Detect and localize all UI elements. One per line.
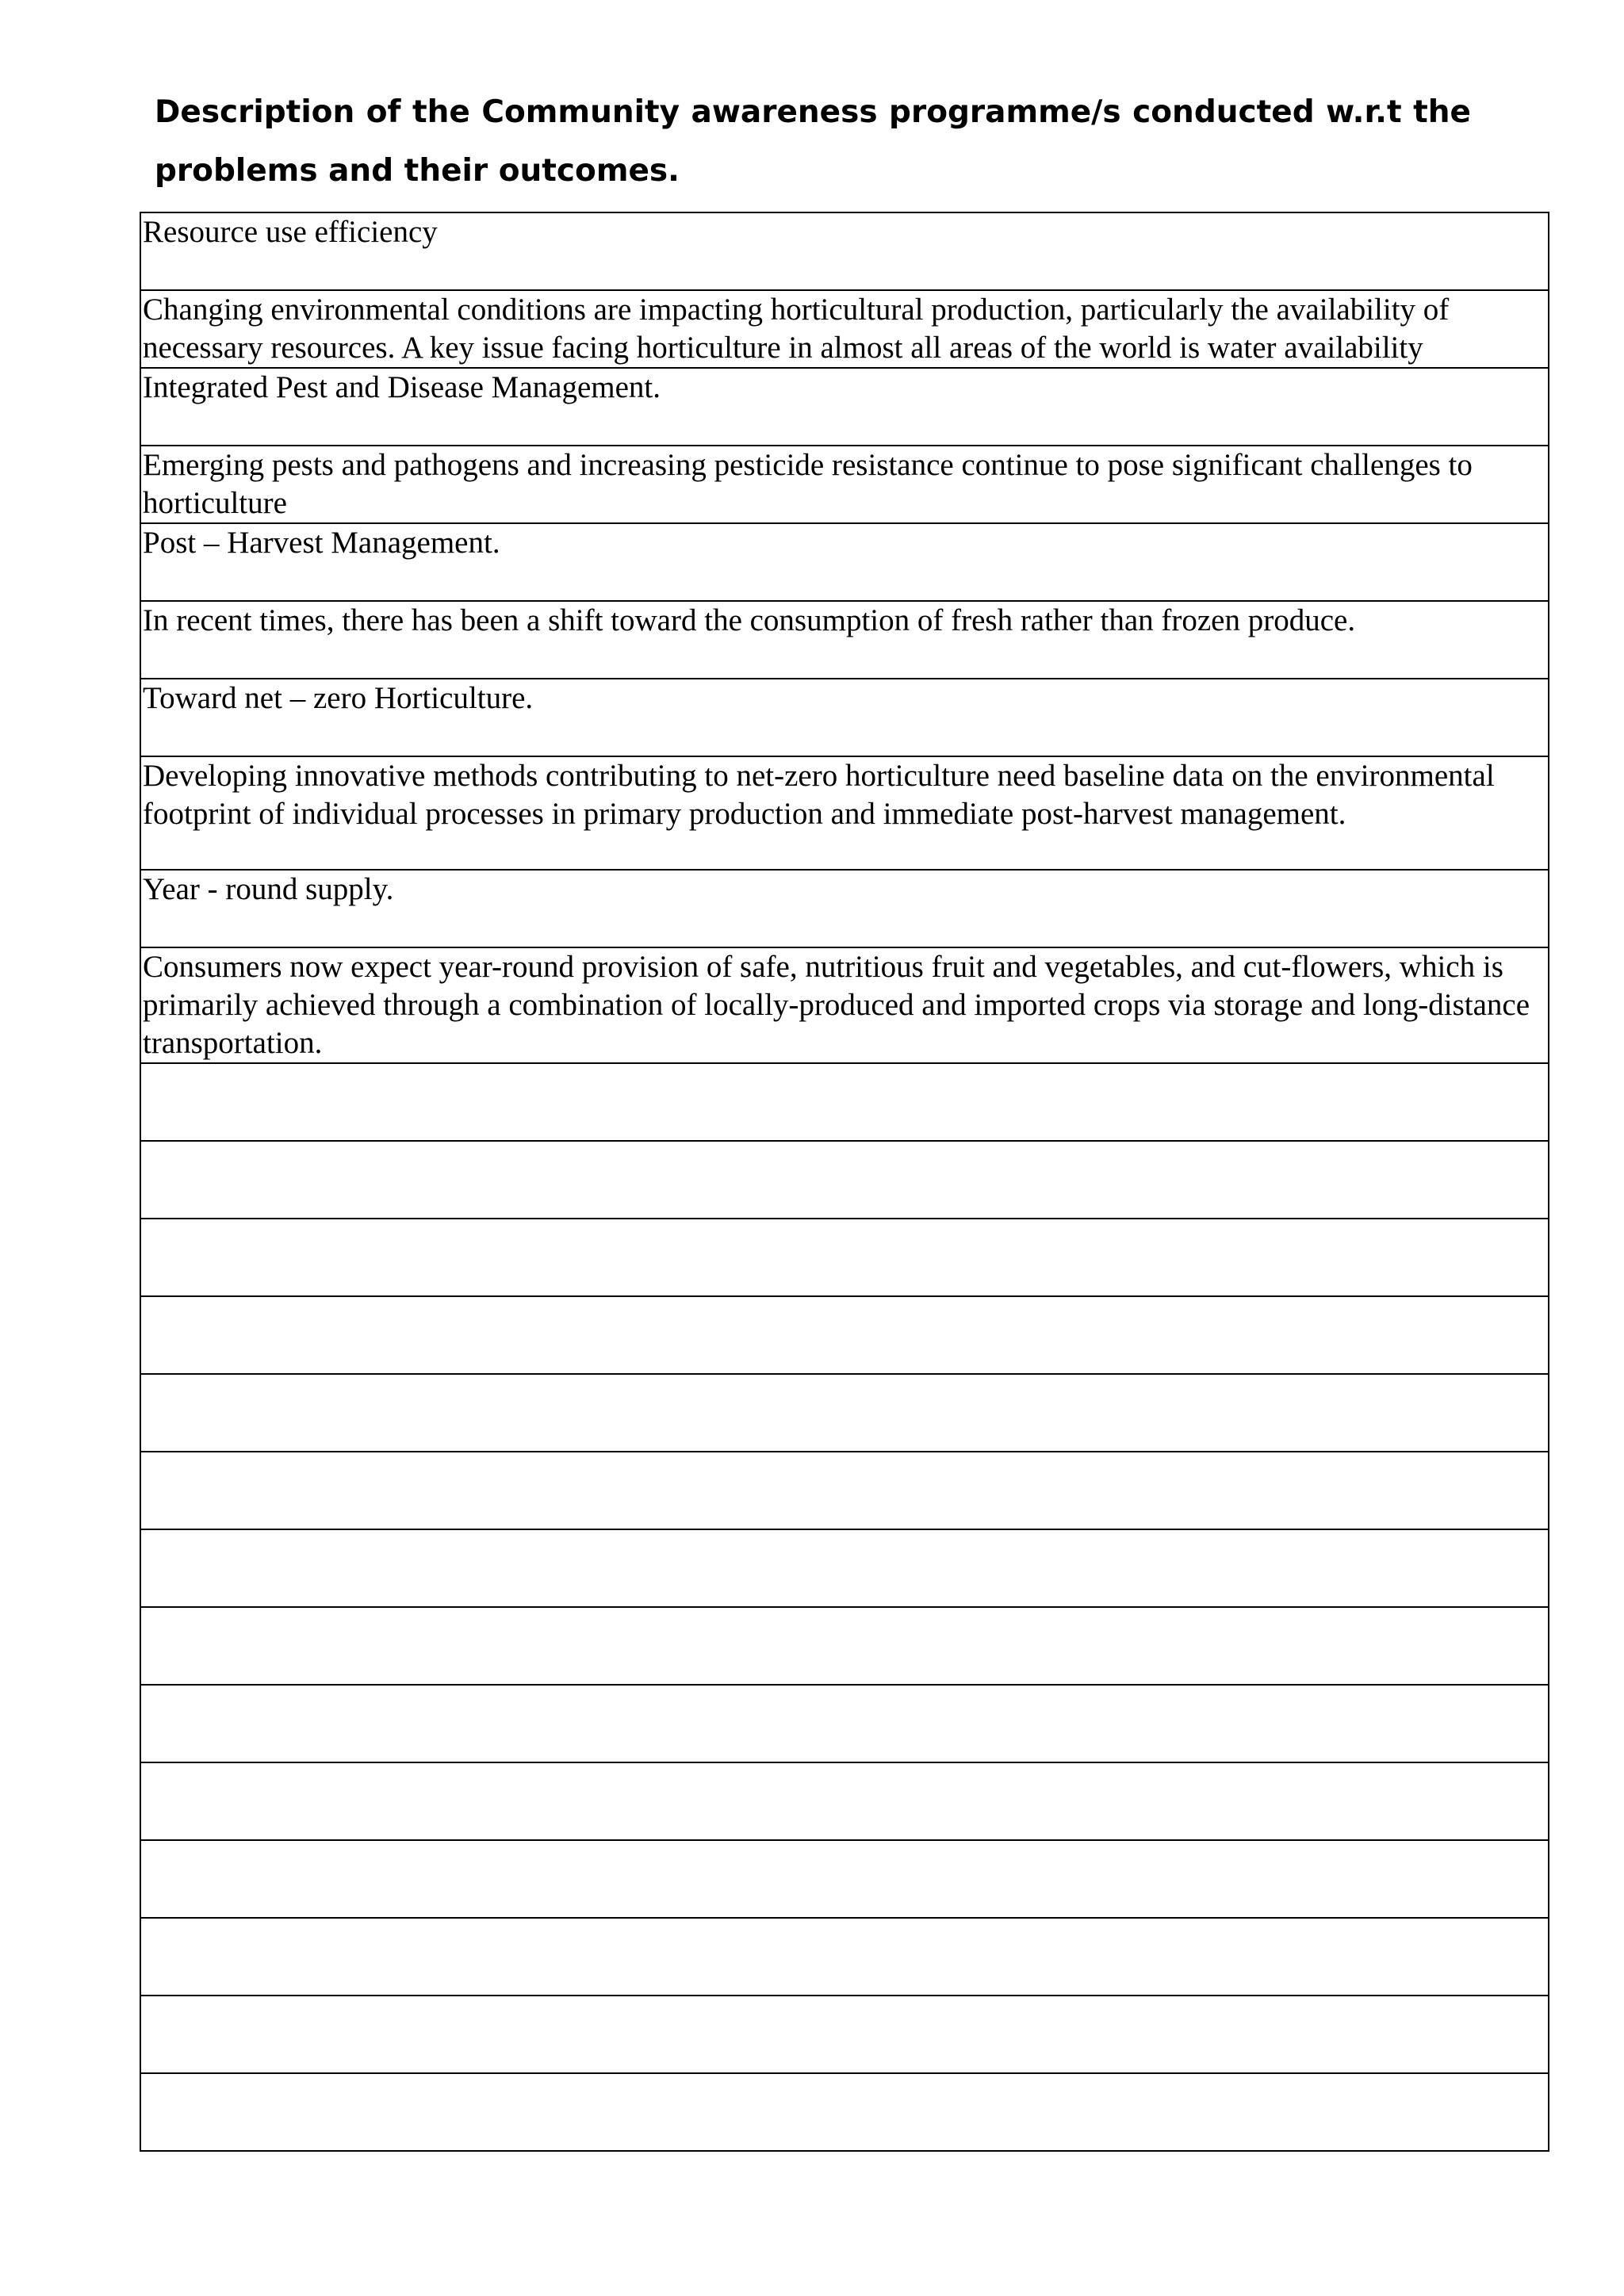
table-row xyxy=(140,1996,1549,2073)
table-cell[interactable]: Consumers now expect year-round provision of safe, nutritious fruit and vegetables, and cut-flowers, which is primarily achieved through a combination of locally-produced and imported crops via storage and long-distance transportation. xyxy=(140,947,1549,1063)
page-title: Description of the Community awareness programme/s conducted w.r.t the problems and their outcomes. xyxy=(155,94,1471,189)
table-cell[interactable]: Developing innovative methods contributing to net-zero horticulture need baseline data on the environmental footprint of individual processes in primary production and immediate post-harvest management. xyxy=(140,756,1549,870)
table-row xyxy=(140,2073,1549,2151)
table-row xyxy=(140,756,1549,870)
table-row xyxy=(140,947,1549,1063)
table-cell[interactable] xyxy=(140,1063,1549,1141)
table-row xyxy=(140,1296,1549,1374)
table-row xyxy=(140,1063,1549,1141)
table-cell[interactable]: Changing environmental conditions are impacting horticultural production, particularly the availability of necessary resources. A key issue facing horticulture in almost all areas of the world is water availability xyxy=(140,290,1549,368)
table-row xyxy=(140,290,1549,368)
table-cell[interactable] xyxy=(140,1529,1549,1607)
table-row xyxy=(140,1840,1549,1918)
table-cell[interactable] xyxy=(140,1840,1549,1918)
table-cell[interactable]: Toward net – zero Horticulture. xyxy=(140,679,1549,756)
table-row xyxy=(140,679,1549,756)
table-cell[interactable] xyxy=(140,1452,1549,1529)
table-cell[interactable] xyxy=(140,1762,1549,1840)
table-row xyxy=(140,1607,1549,1685)
table-cell[interactable] xyxy=(140,1607,1549,1685)
table-row xyxy=(140,1219,1549,1296)
table-cell[interactable]: In recent times, there has been a shift toward the consumption of fresh rather than frozen produce. xyxy=(140,601,1549,679)
table-cell[interactable]: Emerging pests and pathogens and increasing pesticide resistance continue to pose significant challenges to horticulture xyxy=(140,446,1549,523)
table-row xyxy=(140,212,1549,290)
table-row xyxy=(140,1918,1549,1996)
table-row xyxy=(140,446,1549,523)
table-row xyxy=(140,1685,1549,1762)
table-cell[interactable] xyxy=(140,1996,1549,2073)
description-table xyxy=(140,212,1549,2152)
table-row xyxy=(140,1762,1549,1840)
table-row xyxy=(140,870,1549,947)
table-cell[interactable] xyxy=(140,1685,1549,1762)
table-cell[interactable] xyxy=(140,1374,1549,1452)
table-cell[interactable]: Year - round supply. xyxy=(140,870,1549,947)
table-row xyxy=(140,1141,1549,1219)
table-row xyxy=(140,523,1549,601)
table-cell[interactable]: Resource use efficiency xyxy=(140,212,1549,290)
table-row xyxy=(140,601,1549,679)
table-cell[interactable] xyxy=(140,1296,1549,1374)
table-cell[interactable] xyxy=(140,1219,1549,1296)
table-cell[interactable] xyxy=(140,1141,1549,1219)
table-cell[interactable]: Integrated Pest and Disease Management. xyxy=(140,368,1549,446)
table-cell[interactable] xyxy=(140,2073,1549,2151)
table-cell[interactable] xyxy=(140,1918,1549,1996)
table-row xyxy=(140,1529,1549,1607)
table-row xyxy=(140,368,1549,446)
table-cell[interactable]: Post – Harvest Management. xyxy=(140,523,1549,601)
table-row xyxy=(140,1374,1549,1452)
table-row xyxy=(140,1452,1549,1529)
